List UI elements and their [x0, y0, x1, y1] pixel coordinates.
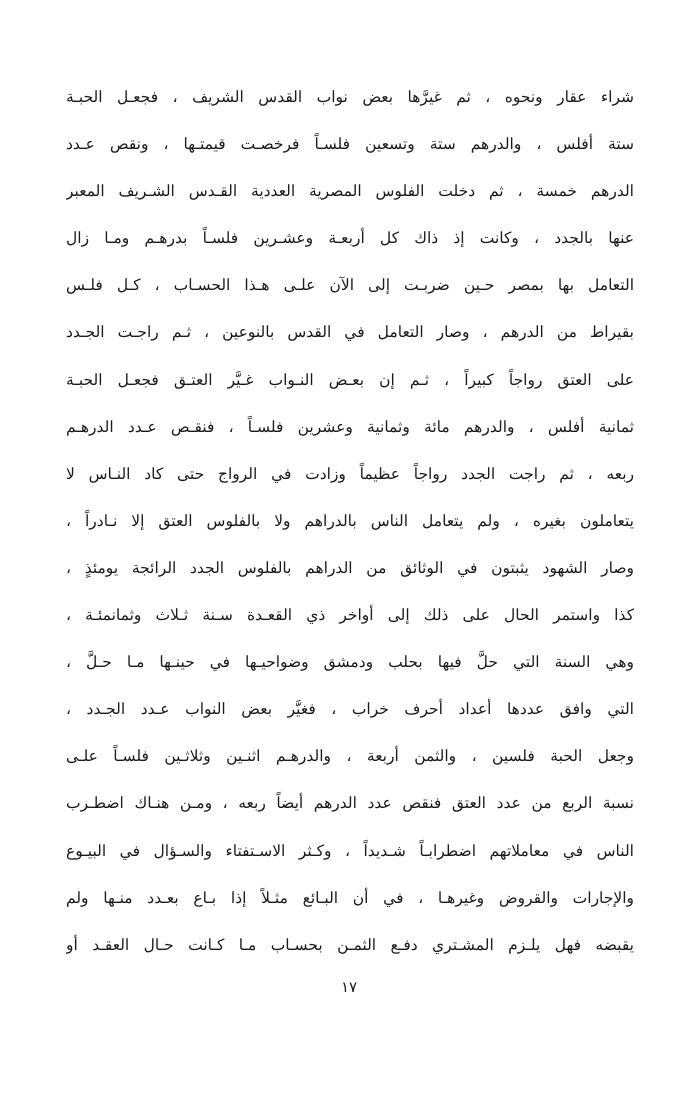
text-line: يتعاملون بغيره ، ولم يتعامل الناس بالدراهم ولا بالفلوس العتق إلا نـادراً ، [66, 511, 634, 530]
text-line: ربعه ، ثم راجت الجدد رواجاً عظيماً وزادت في الرواج حتى كاد النـاس لا [66, 464, 634, 483]
text-line: ثمانية أفلس ، والدرهم مائة وثمانية وعشرين فلسـاً ، فنقـص عـدد الدرهـم [66, 417, 634, 436]
text-line: وهي السنة التي حلَّ فيها بحلب ودمشق وضواحيـها في حينـها مـا حـلَّ ، [66, 653, 634, 672]
text-line: ستة أفلس ، والدرهم ستة وتسعين فلسـاً فرخصـت قيمتـها ، ونقص عـدد [66, 135, 634, 154]
text-line: وجعل الحبة فلسين ، والثمن أربعة ، والدرهـم اثنـين وثلاثـين فلسـاً علـى [66, 747, 634, 766]
text-line: الدرهم خمسة ، ثم دخلت الفلوس المصرية العددية القـدس الشـريف المعبر [66, 182, 634, 201]
body-text [66, 74, 634, 969]
text-line: نسبة الربع من عدد العتق فنقص عدد الدرهم أيضاً ربعه ، ومـن هنـاك اضطـرب [66, 794, 634, 813]
text-line: التعامل بها بمصر حـين ضربـت إلى الآن علـى هـذا الحسـاب ، كـل فلـس [66, 276, 634, 295]
text-line: يقبضه فهل يلـزم المشـتري دفـع الثمـن بحسـاب مـا كـانت حـال العقـد أو [66, 935, 634, 954]
text-line: على العتق رواجاً كبيراً ، ثـم إن بعـض النـواب غـيَّر العتـق فجعـل الحبـة [66, 370, 634, 389]
text-line: كذا واستمر الحال على ذلك إلى أواخر ذي القعـدة سـنة ثـلاث وثمانمئـة ، [66, 606, 634, 625]
text-line: عنها بالجدد ، وكانت إذ ذاك كل أربعـة وعشـرين فلسـاً بدرهـم ومـا زال [66, 229, 634, 248]
text-line: والإجارات والقروض وغيرهـا ، في أن البـائع مثـلاً إذا بـاع بعـدد منـها ولم [66, 888, 634, 907]
text-line: بقيراط من الدرهم ، وصار التعامل في القدس بالنوعين ، ثـم راجـت الجـدد [66, 323, 634, 342]
page-number: ١٧ [340, 978, 358, 996]
text-line: وصار الشهود يثبتون في الوثائق من الدراهم بالفلوس الجدد الرائجة يومئذٍ ، [66, 558, 634, 577]
text-line: شراء عقار ونحوه ، ثم غيرَّها بعض نواب القدس الشريف ، فجعـل الحبـة [66, 88, 634, 106]
text-line: التي وافق عددها أعداد أحرف خراب ، فغيَّر بعض النواب عـدد الجـدد ، [66, 700, 634, 719]
text-line: الناس في معاملاتهم اضطرابـاً شـديداً ، وكـثر الاسـتفتاء والسـؤال في البيـوع [66, 841, 634, 860]
